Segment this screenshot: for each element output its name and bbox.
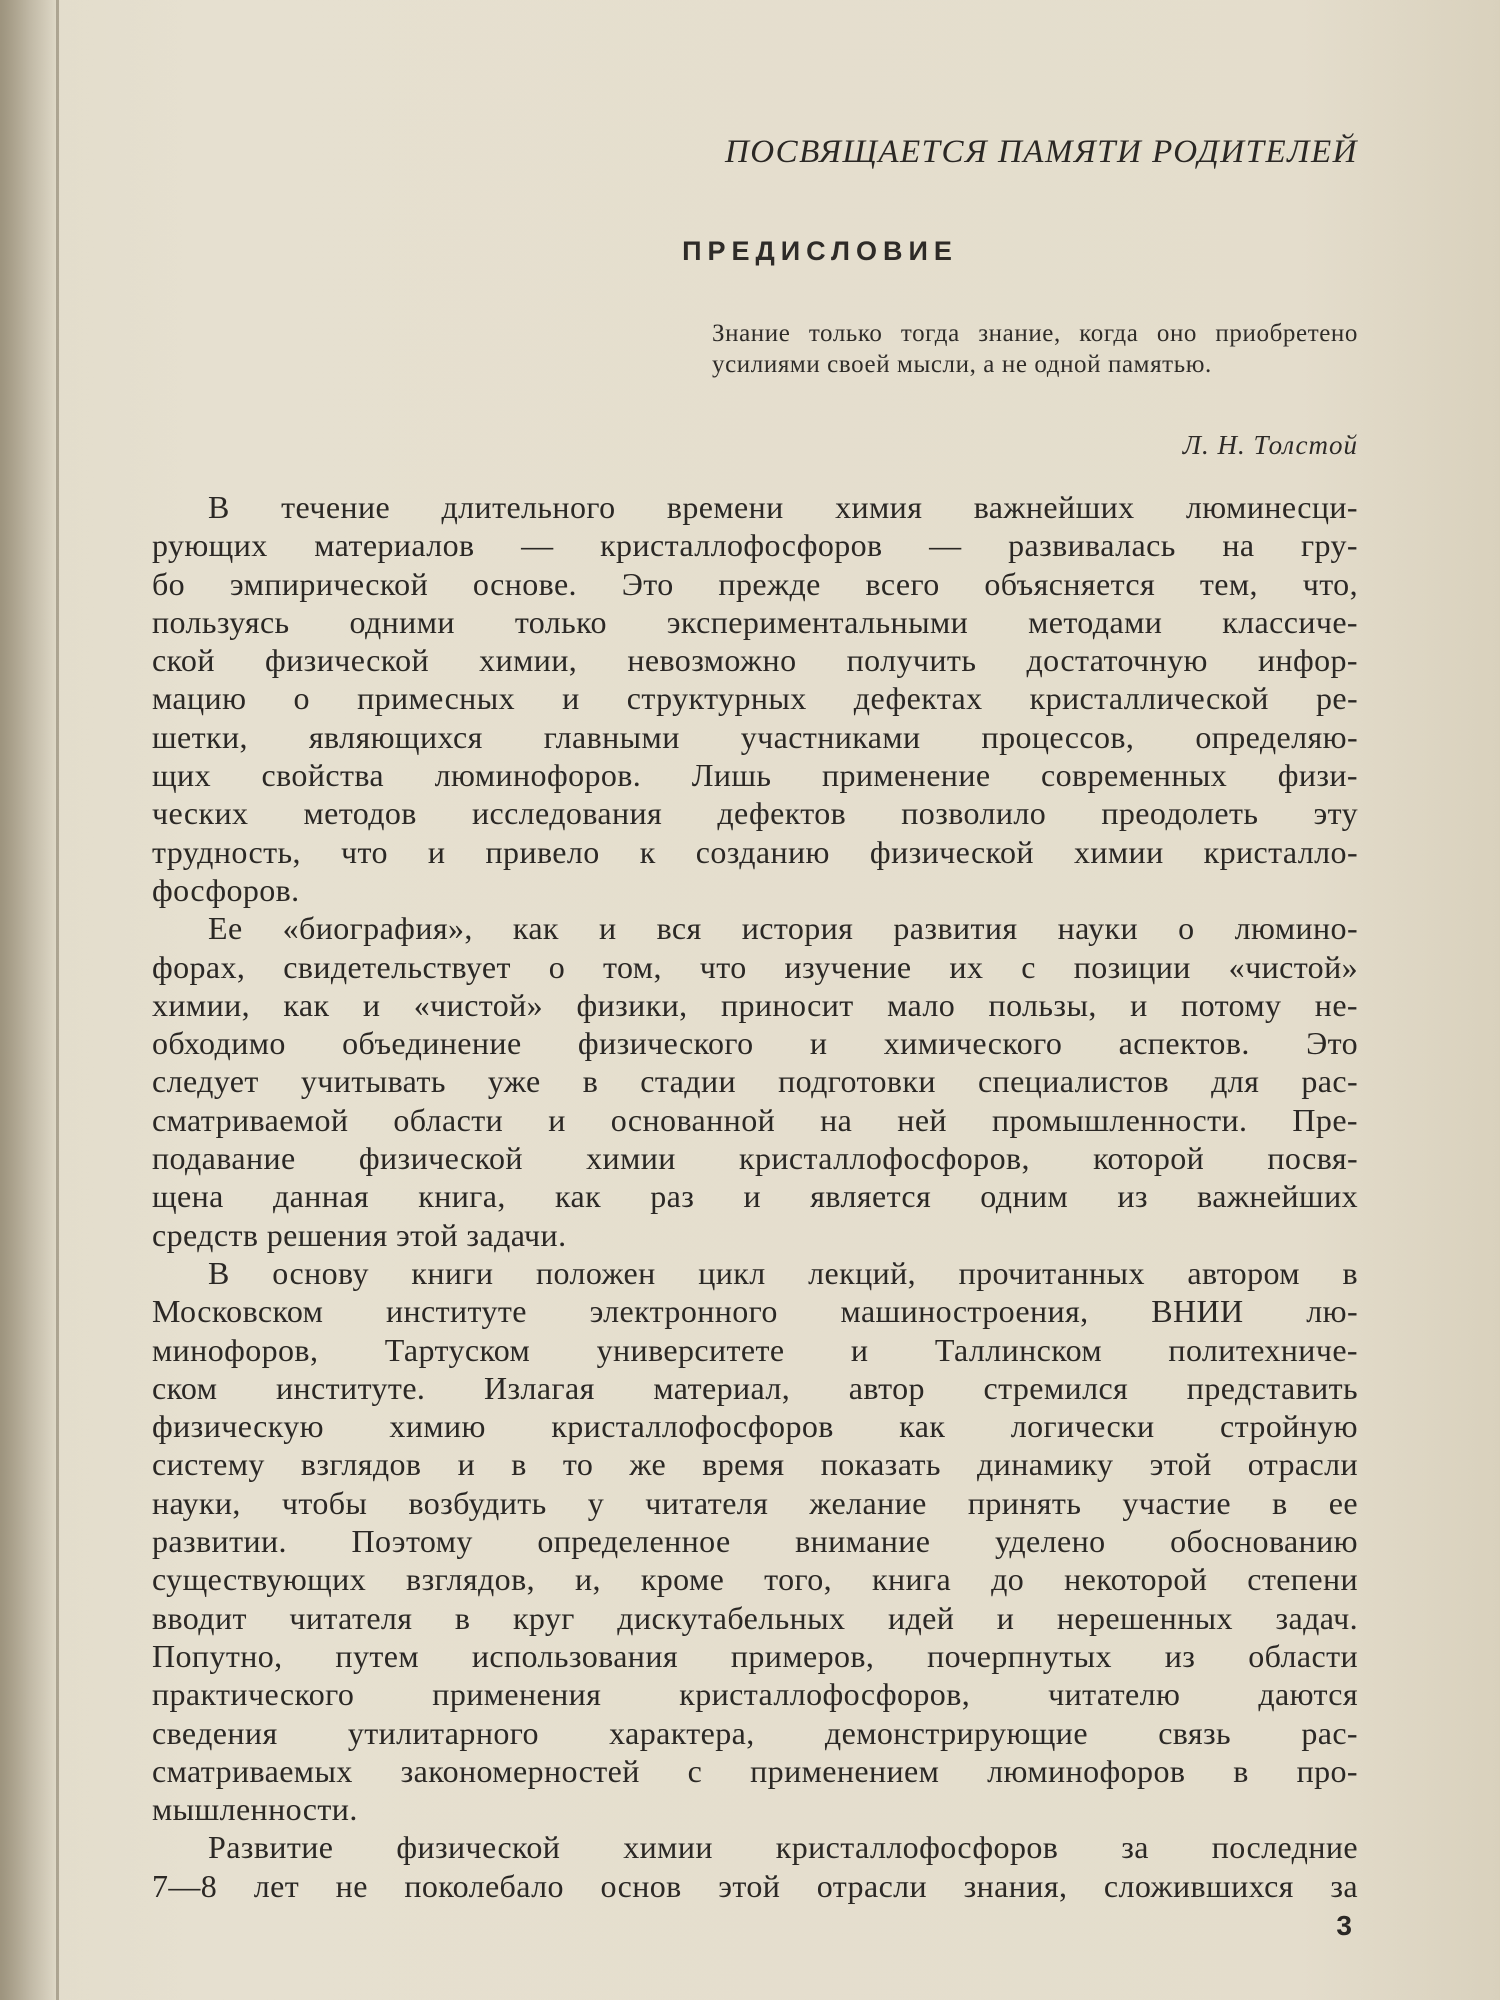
text-line: следует учитывать уже в стадии подготовки специалистов для рас- [152,1063,1358,1100]
text-line: практического применения кристаллофосфоров, читателю даются [152,1676,1358,1713]
body-text [152,488,1358,1905]
text-line: трудность, что и привело к созданию физической химии кристалло- [152,833,1358,870]
text-line: ском институте. Излагая материал, автор стремился представить [152,1369,1358,1406]
text-line: В течение длительного времени химия важнейших люминесци- [208,489,1358,525]
text-line: шетки, являющихся главными участниками процессов, определяю- [152,718,1358,755]
text-line: сматриваемых закономерностей с применением люминофоров в про- [152,1752,1358,1789]
text-line: бо эмпирической основе. Это прежде всего объясняется тем, что, [152,565,1358,602]
text-line: щих свойства люминофоров. Лишь применение современных физи- [152,757,1358,794]
text-line: рующих материалов — кристаллофосфоров — развивалась на гру- [152,527,1358,564]
text-line: развитии. Поэтому определенное внимание уделено обоснованию [152,1523,1358,1560]
text-line: существующих взглядов, и, кроме того, книга до некоторой степени [152,1561,1358,1598]
paragraph [152,909,1358,1254]
text-line: В основу книги положен цикл лекций, прочитанных автором в [208,1254,1358,1291]
text-line: форах, свидетельствует о том, что изучение их с позиции «чистой» [152,948,1358,985]
text-line: щена данная книга, как раз и является одним из важнейших [152,1178,1358,1215]
text-line: сведения утилитарного характера, демонстрирующие связь рас- [152,1714,1358,1751]
text-line: физическую химию кристаллофосфоров как логически стройную [152,1408,1358,1445]
text-line: науки, чтобы возбудить у читателя желание принять участие в ее [152,1484,1358,1521]
epigraph-quote: Знание только тогда знание, когда оно приобретено усилиями своей мысли, а не одной памятью. [712,320,1358,378]
text-line: обходимо объединение физического и химического аспектов. Это [152,1025,1358,1062]
text-line: ской физической химии, невозможно получить достаточную инфор- [152,642,1358,679]
text-line: Ее «биография», как и вся история развития науки о люмино- [208,910,1358,947]
text-line: средств решения этой задачи. [152,1216,567,1253]
text-line: Московском институте электронного машиностроения, ВНИИ лю- [152,1293,1358,1330]
text-line: вводит читателя в круг дискутабельных идей и нерешенных задач. [152,1599,1358,1636]
text-line: химии, как и «чистой» физики, приносит мало пользы, и потому не- [152,986,1358,1023]
paragraph [152,1254,1358,1828]
book-spine [56,0,59,2000]
page-edge-shadow [0,0,60,2000]
dedication: ПОСВЯЩАЕТСЯ ПАМЯТИ РОДИТЕЛЕЙ [724,134,1358,170]
text-line: сматриваемой области и основанной на ней промышленности. Пре- [152,1101,1358,1138]
text-line: фосфоров. [152,871,300,908]
page-number: 3 [1336,1910,1352,1941]
text-line: мышленности. [152,1791,358,1828]
text-line: подавание физической химии кристаллофосфоров, которой посвя- [152,1140,1358,1177]
text-line: систему взглядов и в то же время показать динамику этой отрасли [152,1446,1358,1483]
text-line: Развитие физической химии кристаллофосфоров за последние [208,1829,1358,1866]
text-line: минофоров, Тартуском университете и Таллинском политехниче- [152,1331,1358,1368]
epigraph-author: Л. Н. Толстой [1182,430,1358,460]
text-line: ческих методов исследования дефектов позволило преодолеть эту [152,795,1358,832]
paragraph [152,1828,1358,1905]
text-line: мацию о примесных и структурных дефектах кристаллической ре- [152,680,1358,717]
text-line: 7—8 лет не поколебало основ этой отрасли знания, сложившихся за [152,1867,1358,1904]
text-line: Попутно, путем использования примеров, почерпнутых из области [152,1637,1358,1674]
text-line: пользуясь одними только экспериментальными методами классиче- [152,603,1358,640]
page-title: ПРЕДИСЛОВИЕ [682,236,958,266]
paragraph [152,488,1358,909]
